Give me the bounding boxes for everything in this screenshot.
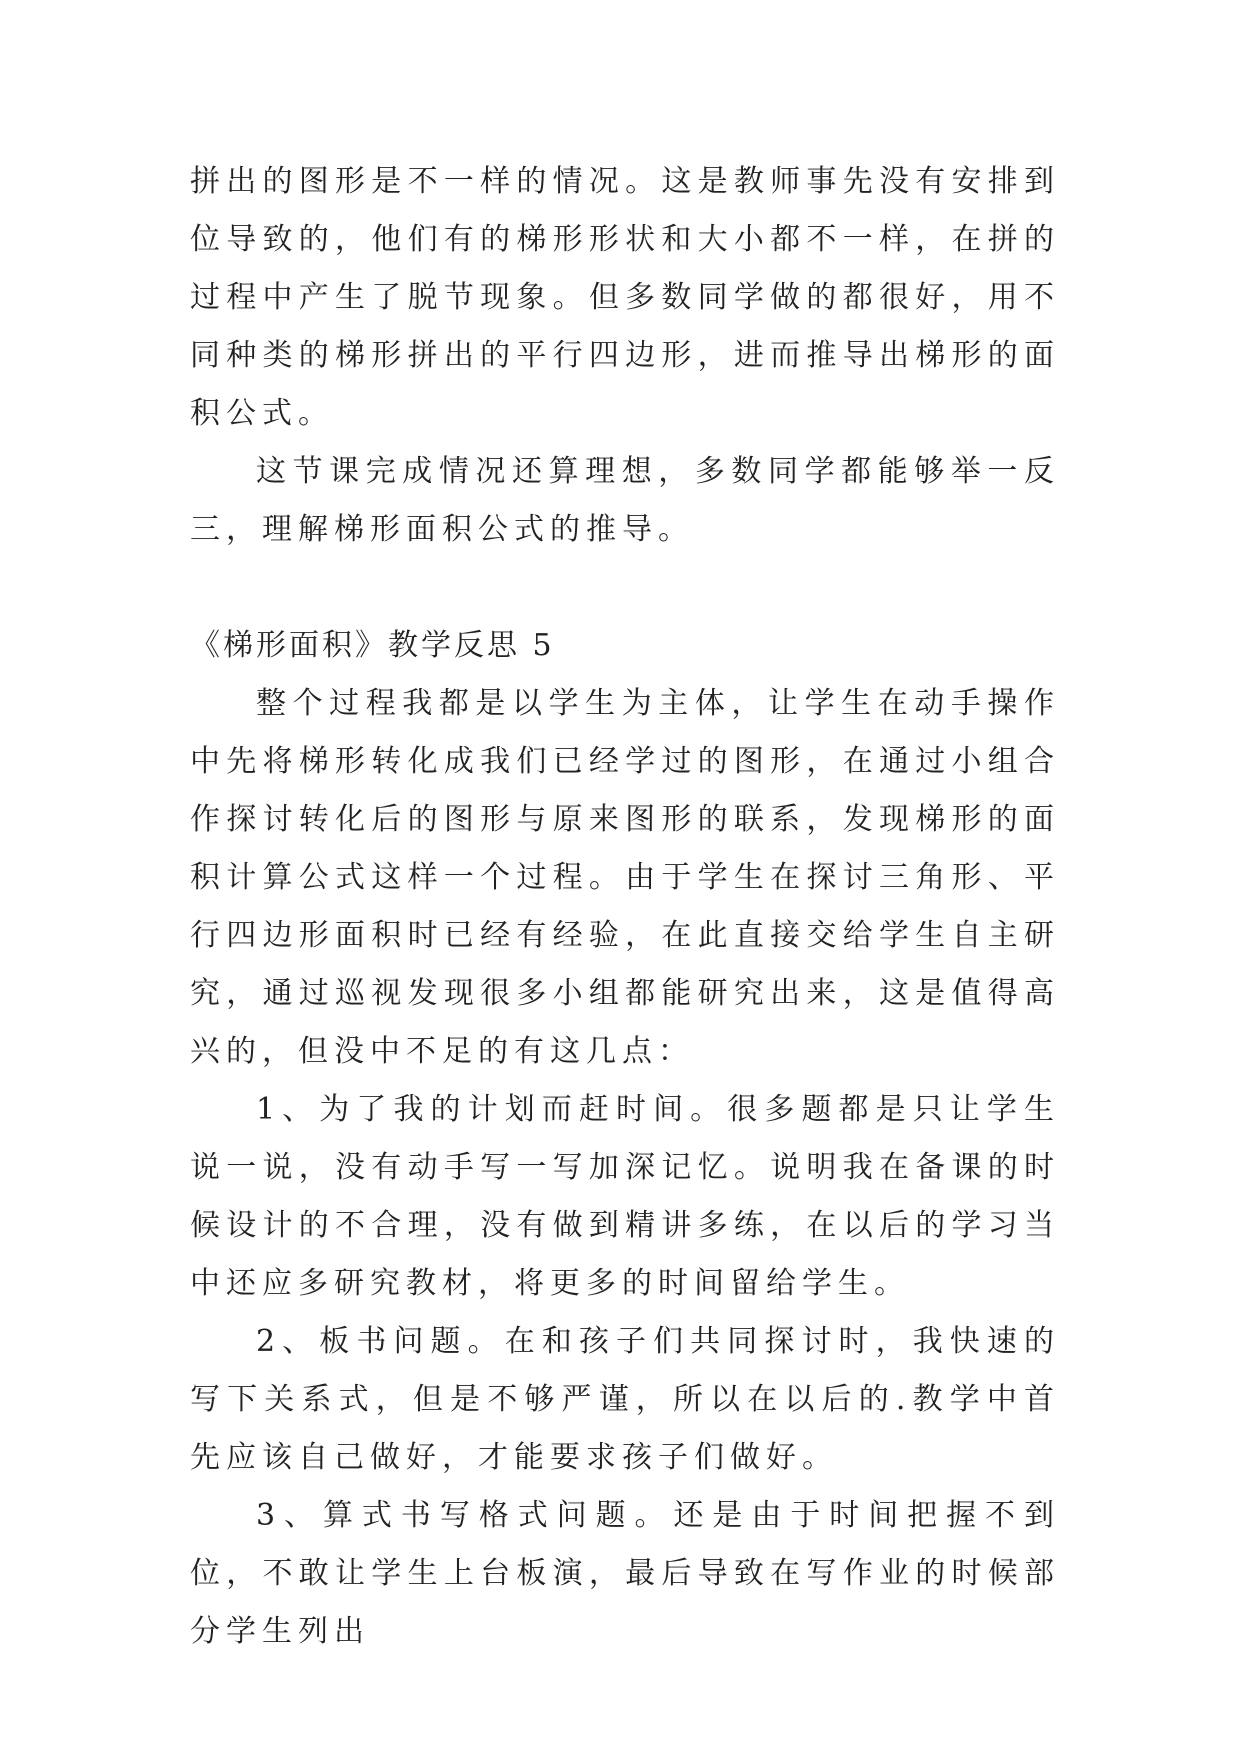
section-title: 《梯形面积》教学反思 5 (190, 628, 555, 663)
paragraph-intro: 整个过程我都是以学生为主体，让学生在动手操作中先将梯形转化成我们已经学过的图形，在通过小组合作探讨转化后的图形与原来图形的联系，发现梯形的面积计算公式这样一个过程。由于学生在探讨三角形、平行四边形面积时已经有经验，在此直接交给学生自主研究，通过巡视发现很多小组都能研究出来，这是值得高兴的，但没中不足的有这几点： (190, 686, 1060, 1069)
point-3: 3、算式书写格式问题。还是由于时间把握不到位，不敢让学生上台板演，最后导致在写作业的时候部分学生列出 (190, 1498, 1060, 1649)
paragraph-conclusion: 这节课完成情况还算理想，多数同学都能够举一反三，理解梯形面积公式的推导。 (190, 454, 1060, 547)
point-2: 2、板书问题。在和孩子们共同探讨时，我快速的写下关系式，但是不够严谨，所以在以后的.教学中首先应该自己做好，才能要求孩子们做好。 (190, 1324, 1060, 1475)
paragraph-continued: 拼出的图形是不一样的情况。这是教师事先没有安排到位导致的，他们有的梯形形状和大小都不一样，在拼的过程中产生了脱节现象。但多数同学做的都很好，用不同种类的梯形拼出的平行四边形，进而推导出梯形的面积公式。 (190, 164, 1060, 431)
document-body (190, 153, 1060, 1661)
point-1: 1、为了我的计划而赶时间。很多题都是只让学生说一说，没有动手写一写加深记忆。说明我在备课的时候设计的不合理，没有做到精讲多练，在以后的学习当中还应多研究教材，将更多的时间留给学生。 (190, 1092, 1060, 1301)
